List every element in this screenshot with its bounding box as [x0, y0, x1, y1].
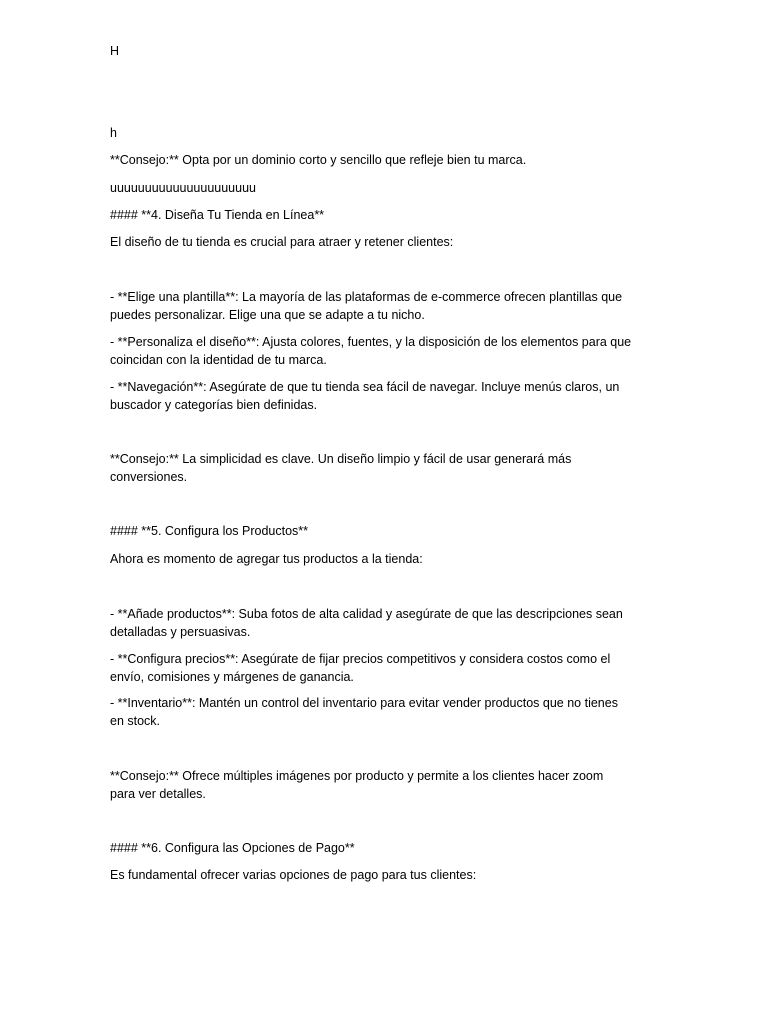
paragraph-line: Es fundamental ofrecer varias opciones de pago para tus clientes: [110, 868, 477, 882]
tip-line: **Consejo:** Opta por un dominio corto y sencillo que refleje bien tu marca. [110, 153, 527, 167]
tip-line: **Consejo:** Ofrece múltiples imágenes por producto y permite a los clientes hacer zoom [110, 769, 604, 783]
section-heading: #### **4. Diseña Tu Tienda en Línea** [110, 208, 325, 222]
bullet-line-continued: puedes personalizar. Elige una que se adapte a tu nicho. [110, 308, 425, 322]
text-line: h [110, 126, 117, 140]
bullet-line: - **Inventario**: Mantén un control del inventario para evitar vender productos que no tienes [110, 696, 618, 710]
section-heading: #### **6. Configura las Opciones de Pago** [110, 841, 355, 855]
bullet-line-continued: en stock. [110, 714, 161, 728]
bullet-line: - **Personaliza el diseño**: Ajusta colores, fuentes, y la disposición de los elementos para que [110, 335, 632, 349]
bullet-line: - **Navegación**: Asegúrate de que tu tienda sea fácil de navegar. Incluye menús claros, un [110, 380, 620, 394]
bullet-line-continued: detalladas y persuasivas. [110, 625, 251, 639]
bullet-line-continued: envío, comisiones y márgenes de ganancia. [110, 670, 354, 684]
paragraph-line: El diseño de tu tienda es crucial para atraer y retener clientes: [110, 235, 454, 249]
text-line: uuuuuuuuuuuuuuuuuuuuu [110, 181, 256, 195]
tip-line-continued: para ver detalles. [110, 787, 206, 801]
bullet-line: - **Añade productos**: Suba fotos de alta calidad y asegúrate de que las descripciones sean [110, 607, 623, 621]
bullet-line: - **Elige una plantilla**: La mayoría de las plataformas de e-commerce ofrecen plantillas que [110, 290, 623, 304]
tip-line: **Consejo:** La simplicidad es clave. Un diseño limpio y fácil de usar generará más [110, 452, 572, 466]
section-heading: #### **5. Configura los Productos** [110, 524, 309, 538]
paragraph-line: Ahora es momento de agregar tus productos a la tienda: [110, 552, 423, 566]
bullet-line: - **Configura precios**: Asegúrate de fijar precios competitivos y considera costos como el [110, 652, 611, 666]
bullet-line-continued: buscador y categorías bien definidas. [110, 398, 318, 412]
text-line: H [110, 44, 120, 58]
tip-line-continued: conversiones. [110, 470, 188, 484]
bullet-line-continued: coincidan con la identidad de tu marca. [110, 353, 327, 367]
